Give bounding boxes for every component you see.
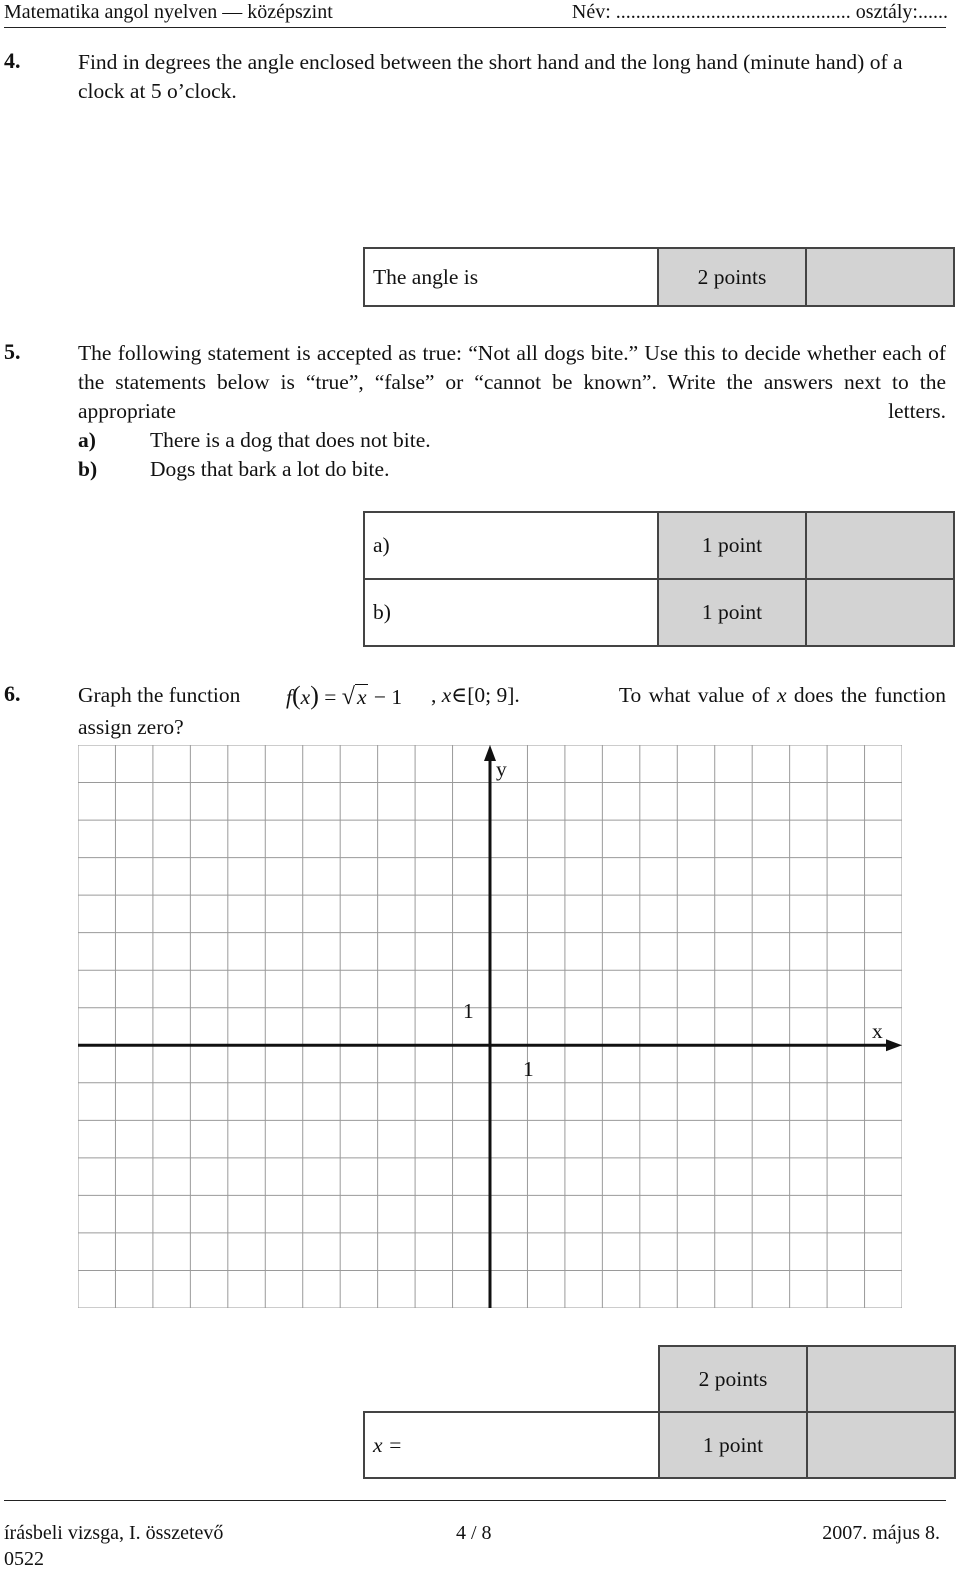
question-4-score-box[interactable] — [806, 248, 954, 306]
question-4-answer-cell[interactable] — [364, 248, 658, 306]
formula-equals: = — [324, 685, 337, 709]
x-answer-label: x = — [373, 1432, 403, 1457]
text-after-start: To what value of — [618, 683, 770, 707]
formula-f: f — [286, 685, 292, 709]
formula-rparen: ) — [310, 681, 319, 710]
header-right: Név: ............................................... osztály:...... — [571, 1, 948, 23]
footer-rule — [4, 1500, 946, 1501]
coordinate-grid[interactable] — [78, 745, 902, 1308]
question-4-answer-label: The angle is — [373, 264, 479, 289]
answer-a-label: a) — [373, 533, 390, 557]
empty-cell — [364, 1346, 659, 1412]
footer-date: 2007. május 8. — [822, 1522, 940, 1544]
question-6-text-end — [619, 681, 946, 710]
footer-code: 0522 — [4, 1548, 44, 1570]
header-left: Matematika angol nyelven — középszint — [4, 1, 333, 23]
answer-a-points: 1 point — [658, 512, 806, 579]
graph-points: 2 points — [659, 1346, 807, 1412]
x-answer-score-box[interactable] — [807, 1412, 955, 1478]
question-5-score-table — [363, 511, 955, 647]
domain-interval: [0; 9]. — [467, 683, 520, 707]
x-axis-label: x — [872, 1019, 883, 1043]
question-6-text-line2: assign zero? — [78, 715, 184, 739]
formula-minus-one: − 1 — [373, 685, 403, 709]
domain-x: x — [441, 683, 452, 707]
answer-a-cell[interactable] — [364, 512, 658, 579]
x-answer-points: 1 point — [659, 1412, 807, 1478]
item-b-text: Dogs that bark a lot do bite. — [150, 457, 390, 481]
answer-a-score-box[interactable] — [806, 512, 954, 579]
answer-b-points: 1 point — [658, 579, 806, 646]
question-5-number: 5. — [4, 339, 21, 364]
function-formula — [286, 681, 402, 712]
question-4-text: Find in degrees the angle enclosed between the short hand and the long hand (minute hand) of a clock at 5 o’clock. — [78, 50, 903, 103]
answer-b-score-box[interactable] — [806, 579, 954, 646]
item-a-letter: a) — [78, 428, 96, 452]
footer-page: 4 / 8 — [456, 1522, 492, 1544]
text-after-end: does the function — [793, 683, 946, 707]
formula-lparen: ( — [291, 681, 301, 710]
question-5-item-a — [78, 426, 431, 455]
domain-comma: , — [431, 683, 437, 707]
x-axis-arrow-icon — [886, 1039, 902, 1051]
sqrt-symbol: √ — [341, 684, 355, 710]
domain-element-of: ∈ — [451, 683, 468, 707]
formula-x: x — [300, 685, 311, 709]
item-b-letter: b) — [78, 457, 98, 481]
question-6-text-start: Graph the function — [78, 683, 241, 707]
answer-b-label: b) — [373, 600, 391, 624]
question-4-points: 2 points — [658, 248, 806, 306]
question-4-score-table — [363, 247, 955, 307]
grid-svg — [78, 745, 902, 1308]
y-axis-label: y — [496, 757, 507, 781]
x-answer-cell[interactable] — [364, 1412, 659, 1478]
x-unit-label: 1 — [523, 1057, 534, 1081]
text-after-x: x — [777, 683, 787, 707]
question-5-body: The following statement is accepted as true: “Not all dogs bite.” Use this to decide whether each of the statements below is “true”, “false” or “cannot be known”. Write the answers next to the appropriate letters. — [78, 341, 946, 423]
question-6-score-table — [363, 1345, 956, 1479]
y-unit-label: 1 — [463, 999, 474, 1023]
question-5-text — [78, 339, 946, 426]
footer-left: írásbeli vizsga, I. összetevő — [4, 1522, 224, 1544]
header-rule — [4, 27, 946, 28]
answer-b-cell[interactable] — [364, 579, 658, 646]
y-axis-arrow-icon — [484, 745, 496, 761]
graph-score-box[interactable] — [807, 1346, 955, 1412]
item-a-text: There is a dog that does not bite. — [150, 428, 431, 452]
question-4-number: 4. — [4, 48, 21, 73]
question-6-number: 6. — [4, 681, 21, 706]
formula-radicand: x — [356, 685, 367, 709]
question-5-item-b — [78, 455, 389, 484]
function-domain — [431, 681, 520, 710]
